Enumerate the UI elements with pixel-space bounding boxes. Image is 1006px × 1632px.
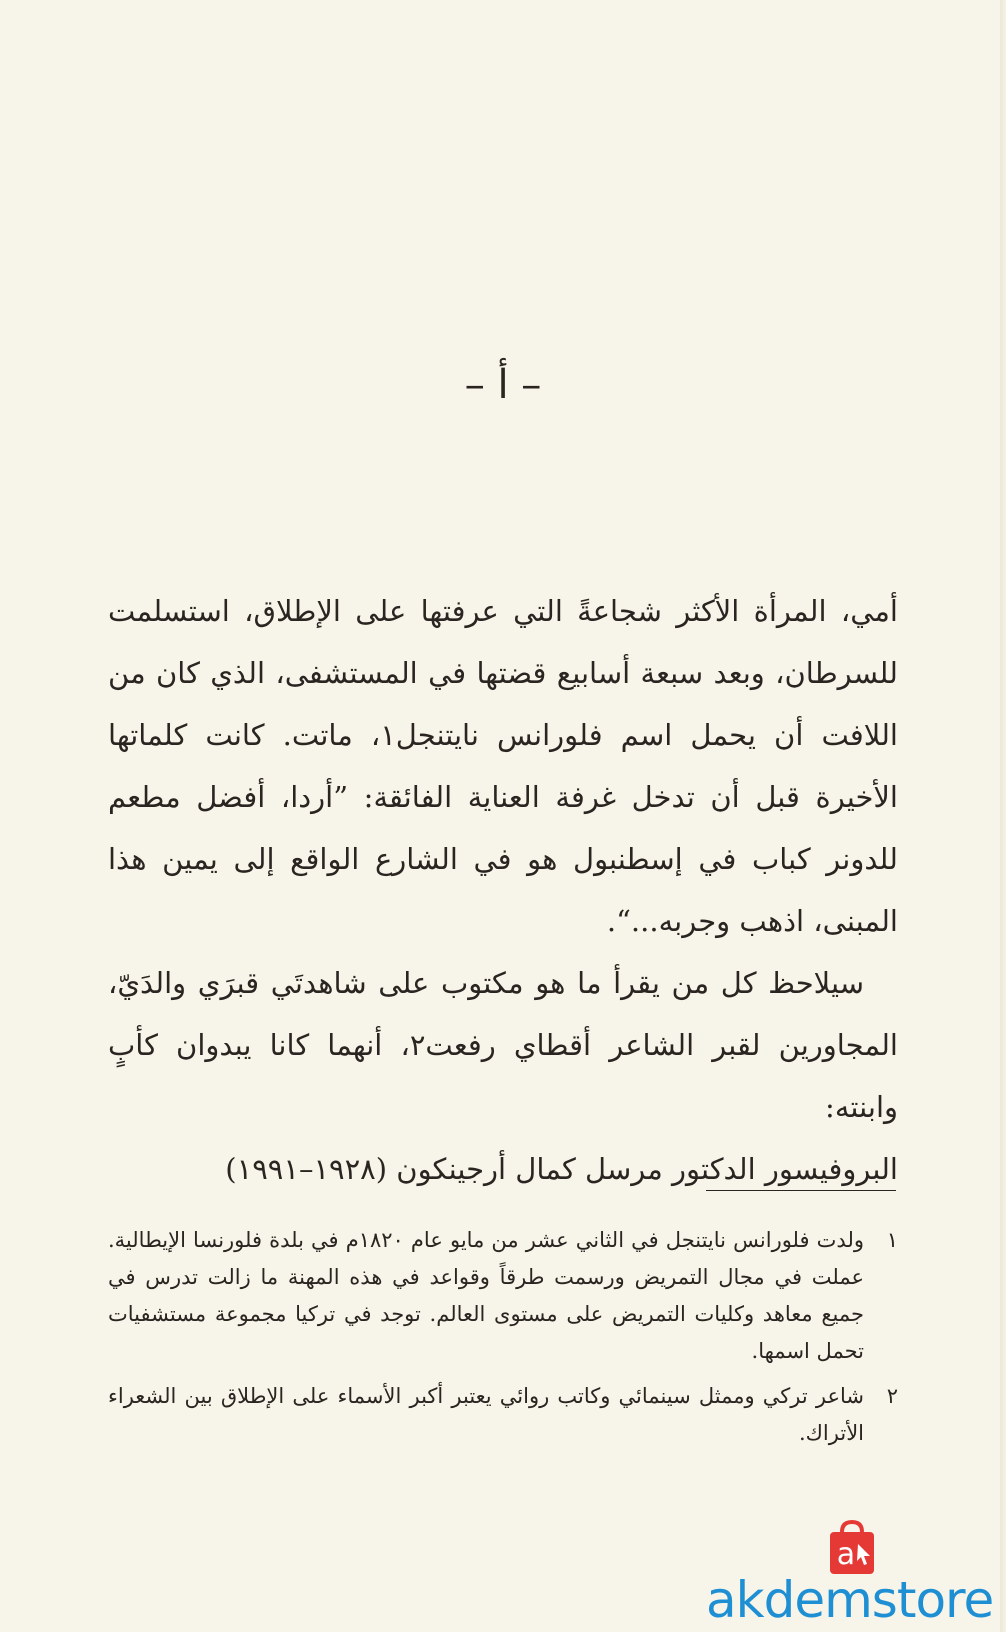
paragraph: سيلاحظ كل من يقرأ ما هو مكتوب على شاهدتَي قبرَي والدَيّ، المجاورين لقبر الشاعر أقطاي رفعت٢، أنهما كانا يبدوان كأبٍ وابنته: [108,966,898,1124]
footnote [108,1222,898,1370]
logo-icon-letter: a [836,1537,856,1572]
page-edge [1000,0,1006,1632]
footnote-number: ١ [886,1228,898,1252]
footnotes [108,1222,898,1460]
footnote-text: ولدت فلورانس نايتنجل في الثاني عشر من مايو عام ١٨٢٠م في بلدة فلورنسا الإيطالية. عملت في مجال التمريض ورسمت طرقاً وقواعد في هذه المهنة ما زالت تدرس في جميع معاهد وكليات التمريض على مستوى العالم. توجد في تركيا مجموعة مستشفيات تحمل اسمها. [108,1228,864,1363]
footnote-divider [706,1190,896,1191]
store-watermark [706,1518,1002,1628]
footnote-text: شاعر تركي وممثل سينمائي وكاتب روائي يعتبر أكبر الأسماء على الإطلاق بين الشعراء الأتراك. [108,1384,864,1445]
dedication-line: البروفيسور الدكتور مرسل كمال أرجينكون (١٩٢٨–١٩٩١) [225,1152,898,1186]
chapter-mark: – أ – [464,362,542,408]
footnote [108,1378,898,1452]
logo-wordmark: akdemstore [706,1571,994,1629]
footnote-number: ٢ [886,1384,898,1408]
shopping-bag-icon [822,1518,882,1578]
body-text [108,580,898,1200]
paragraph: أمي، المرأة الأكثر شجاعةً التي عرفتها على الإطلاق، استسلمت للسرطان، وبعد سبعة أسابيع قضتها في المستشفى، الذي كان من اللافت أن يحمل اسم فلورانس نايتنجل١، ماتت. كانت كلماتها الأخيرة قبل أن تدخل غرفة العناية الفائقة: ”أردا، أفضل مطعم للدونر كباب في إسطنبول هو في الشارع الواقع إلى يمين هذا المبنى، اذهب وجربه...“. [108,594,898,938]
